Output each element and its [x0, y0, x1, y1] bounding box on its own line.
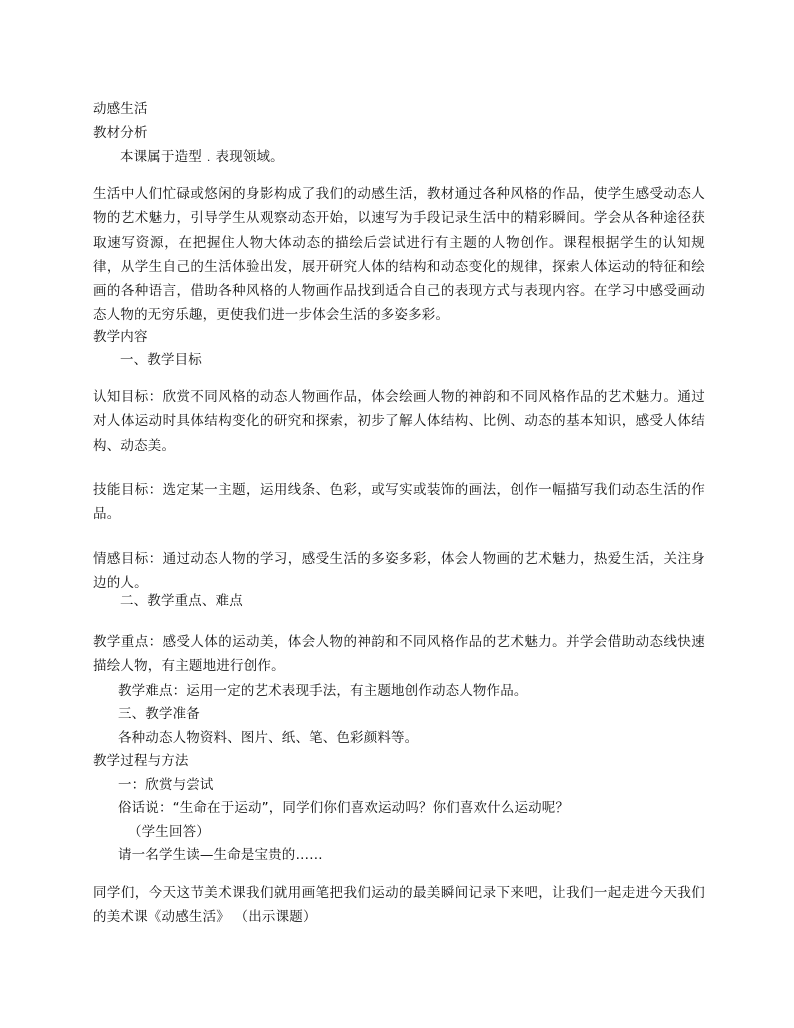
difficult-point-line: 教学难点：运用一定的艺术表现手法，有主题地创作动态人物作品。 — [118, 683, 528, 699]
step-one-heading: 一：欣赏与尝试 — [118, 777, 214, 793]
skill-goal-paragraph: 技能目标：选定某一主题，运用线条、色彩，或写实或装饰的画法，创作一幅描写我们动态生活的作品。 — [93, 482, 705, 523]
domain-statement: 本课属于造型﹒表现领域。 — [120, 149, 284, 165]
reading-line: 请一名学生读—生命是宝贵的…… — [118, 847, 323, 863]
section-heading-material-analysis: 教材分析 — [93, 125, 148, 141]
document-title: 动感生活 — [93, 101, 148, 117]
preparation-line: 各种动态人物资料、图片、纸、笔、色彩颜料等。 — [118, 730, 419, 746]
key-point-paragraph: 教学重点：感受人体的运动美，体会人物的神韵和不同风格作品的艺术魅力。并学会借助动态线快速描绘人物，有主题地进行创作。 — [93, 634, 705, 675]
student-answer-line: （学生回答） — [128, 824, 210, 840]
subheading-preparation: 三、教学准备 — [118, 706, 200, 722]
emotion-goal-paragraph: 情感目标：通过动态人物的学习，感受生活的多姿多彩，体会人物画的艺术魅力，热爱生活，关注身边的人。 — [93, 551, 705, 592]
section-heading-teaching-content: 教学内容 — [93, 329, 148, 345]
subheading-key-points: 二、教学重点、难点 — [120, 593, 243, 609]
material-analysis-paragraph: 生活中人们忙碌或悠闲的身影构成了我们的动感生活，教材通过各种风格的作品，使学生感受动态人物的艺术魅力，引导学生从观察动态开始，以速写为手段记录生活中的精彩瞬间。学会从各种途径获取速写资源，在把握住人物大体动态的描绘后尝试进行有主题的人物创作。课程根据学生的认知规律，从学生自己的生活体验出发，展开研究人体的结构和动态变化的规律，探索人体运动的特征和绘画的各种语言，借助各种风格的人物画作品找到适合自己的表现方式与表现内容。在学习中感受画动态人物的无穷乐趣，更使我们进一步体会生活的多姿多彩。 — [93, 186, 705, 324]
saying-line: 俗话说：“生命在于运动”，同学们你们喜欢运动吗？你们喜欢什么运动呢？ — [118, 800, 570, 816]
cognitive-goal-paragraph: 认知目标：欣赏不同风格的动态人物画作品，体会绘画人物的神韵和不同风格作品的艺术魅力。通过对人体运动时具体结构变化的研究和探索，初步了解人体结构、比例、动态的基本知识，感受人体结构、动态美。 — [93, 389, 705, 454]
section-heading-process: 教学过程与方法 — [93, 753, 189, 769]
closing-paragraph: 同学们，今天这节美术课我们就用画笔把我们运动的最美瞬间记录下来吧，让我们一起走进今天我们的美术课《动感生活》 （出示课题） — [93, 885, 705, 926]
subheading-teaching-goals: 一、教学目标 — [120, 352, 202, 368]
